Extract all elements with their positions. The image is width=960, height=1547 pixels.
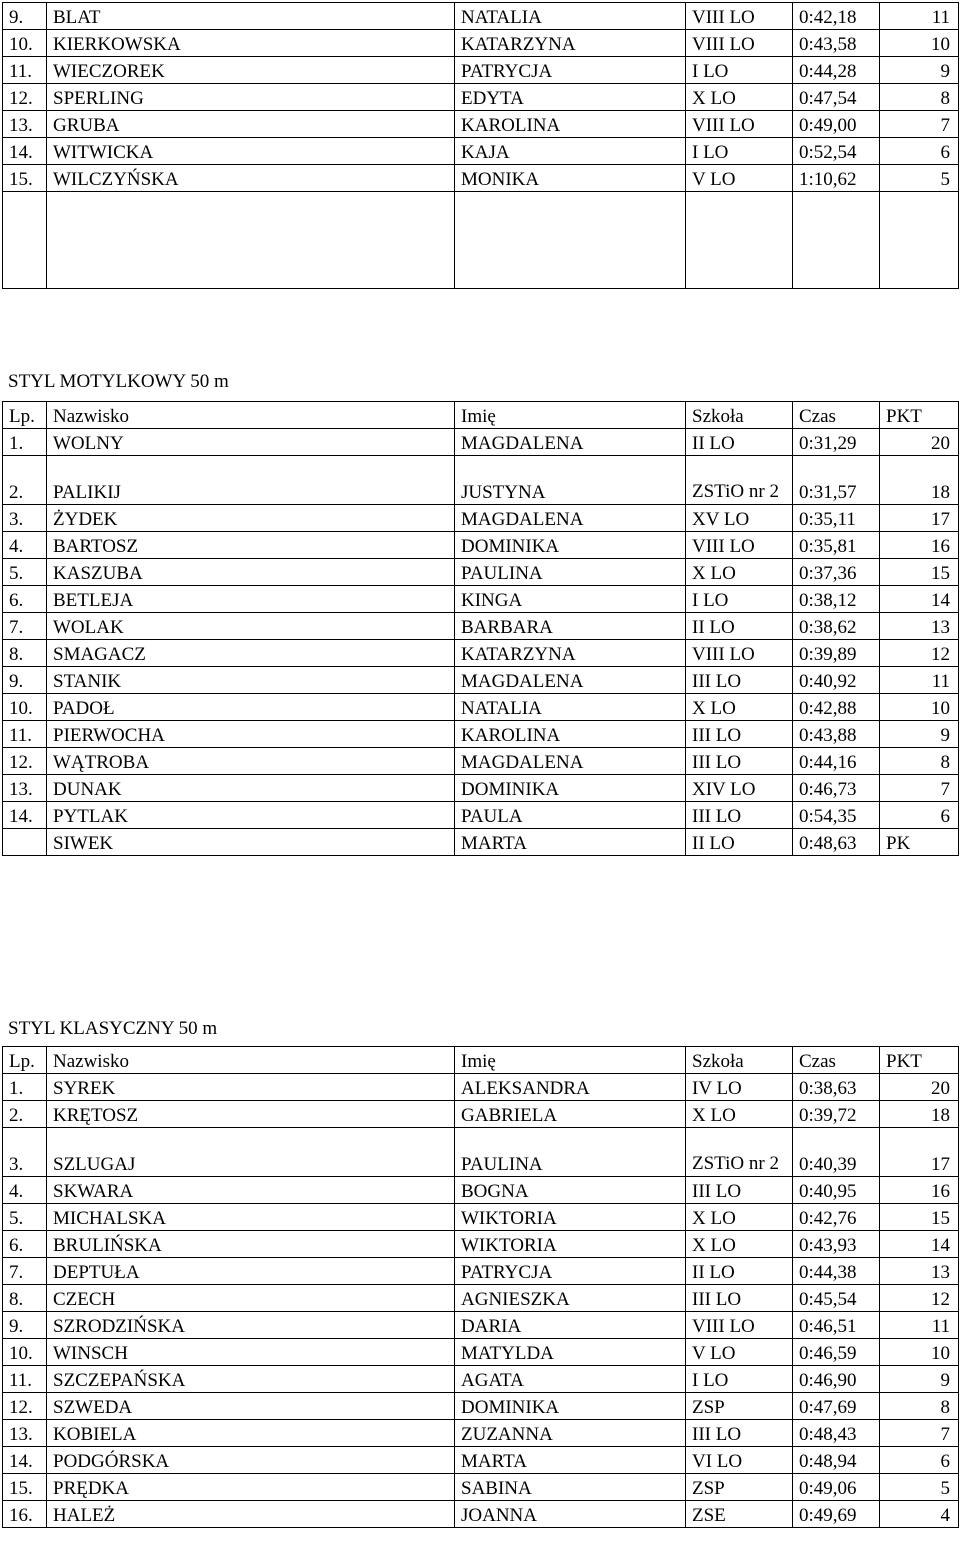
- cell-time: 0:48,43: [793, 1420, 880, 1447]
- cell-points: 14: [880, 1231, 959, 1258]
- cell-time: 0:39,72: [793, 1101, 880, 1128]
- header-points: PKT: [880, 402, 959, 429]
- cell-time: 0:37,36: [793, 559, 880, 586]
- cell-points: 15: [880, 1204, 959, 1231]
- empty-cell: [880, 192, 959, 289]
- cell-time: 0:38,63: [793, 1074, 880, 1101]
- cell-time: 0:35,81: [793, 532, 880, 559]
- cell-points: 14: [880, 586, 959, 613]
- cell-first-name: BOGNA: [455, 1177, 686, 1204]
- cell-surname: SMAGACZ: [47, 640, 455, 667]
- cell-surname: DUNAK: [47, 775, 455, 802]
- butterfly-rows: [3, 402, 959, 856]
- cell-points: 7: [880, 1420, 959, 1447]
- cell-school: X LO: [686, 559, 793, 586]
- cell-time: 0:40,92: [793, 667, 880, 694]
- table-row: [3, 721, 959, 748]
- cell-first-name: EDYTA: [455, 84, 686, 111]
- table-row: [3, 165, 959, 192]
- empty-row: [3, 192, 959, 289]
- cell-time: 1:10,62: [793, 165, 880, 192]
- cell-school: XV LO: [686, 505, 793, 532]
- table-row: [3, 1128, 959, 1177]
- cell-points: 11: [880, 3, 959, 30]
- cell-surname: PRĘDKA: [47, 1474, 455, 1501]
- cell-first-name: MONIKA: [455, 165, 686, 192]
- cell-first-name: KAROLINA: [455, 111, 686, 138]
- cell-time: 0:40,39: [793, 1128, 880, 1177]
- table-row: [3, 111, 959, 138]
- cell-points: 13: [880, 1258, 959, 1285]
- cell-surname: PYTLAK: [47, 802, 455, 829]
- cell-school: I LO: [686, 586, 793, 613]
- cell-first-name: GABRIELA: [455, 1101, 686, 1128]
- cell-surname: BRULIŃSKA: [47, 1231, 455, 1258]
- table-row: [3, 829, 959, 856]
- cell-lp: 1.: [3, 429, 47, 456]
- cell-time: 0:31,29: [793, 429, 880, 456]
- cell-points: 15: [880, 559, 959, 586]
- cell-points: 5: [880, 1474, 959, 1501]
- cell-time: 0:44,28: [793, 57, 880, 84]
- cell-time: 0:42,88: [793, 694, 880, 721]
- cell-surname: SZLUGAJ: [47, 1128, 455, 1177]
- cell-surname: KOBIELA: [47, 1420, 455, 1447]
- cell-first-name: MATYLDA: [455, 1339, 686, 1366]
- cell-school: X LO: [686, 1204, 793, 1231]
- cell-lp: 10.: [3, 1339, 47, 1366]
- cell-first-name: JOANNA: [455, 1501, 686, 1528]
- table-row: [3, 1231, 959, 1258]
- empty-cell: [3, 192, 47, 289]
- header-first-name: Imię: [455, 1047, 686, 1074]
- cell-school: I LO: [686, 1366, 793, 1393]
- table-row: [3, 1474, 959, 1501]
- cell-school: ZSP: [686, 1474, 793, 1501]
- cell-surname: ŻYDEK: [47, 505, 455, 532]
- cell-school: VIII LO: [686, 3, 793, 30]
- header-lp: Lp.: [3, 1047, 47, 1074]
- cell-time: 0:54,35: [793, 802, 880, 829]
- cell-time: 0:42,76: [793, 1204, 880, 1231]
- header-school: Szkoła: [686, 1047, 793, 1074]
- cell-first-name: KAJA: [455, 138, 686, 165]
- cell-points: 18: [880, 1101, 959, 1128]
- cell-school: II LO: [686, 829, 793, 856]
- cell-time: 0:35,11: [793, 505, 880, 532]
- cell-time: 0:45,54: [793, 1285, 880, 1312]
- cell-first-name: BARBARA: [455, 613, 686, 640]
- cell-surname: PIERWOCHA: [47, 721, 455, 748]
- cell-school: VIII LO: [686, 532, 793, 559]
- cell-lp: 8.: [3, 640, 47, 667]
- table-row: [3, 1366, 959, 1393]
- cell-surname: KRĘTOSZ: [47, 1101, 455, 1128]
- cell-time: 0:44,16: [793, 748, 880, 775]
- cell-lp: 9.: [3, 3, 47, 30]
- cell-first-name: KINGA: [455, 586, 686, 613]
- cell-first-name: DOMINIKA: [455, 775, 686, 802]
- cell-first-name: DARIA: [455, 1312, 686, 1339]
- cell-points: 8: [880, 84, 959, 111]
- table-row: [3, 586, 959, 613]
- cell-first-name: KAROLINA: [455, 721, 686, 748]
- cell-time: 0:43,88: [793, 721, 880, 748]
- cell-surname: WINSCH: [47, 1339, 455, 1366]
- cell-first-name: ALEKSANDRA: [455, 1074, 686, 1101]
- table-row: [3, 802, 959, 829]
- cell-school: II LO: [686, 613, 793, 640]
- cell-school: VIII LO: [686, 640, 793, 667]
- cell-surname: KIERKOWSKA: [47, 30, 455, 57]
- cell-time: 0:43,58: [793, 30, 880, 57]
- cell-first-name: NATALIA: [455, 694, 686, 721]
- cell-surname: SYREK: [47, 1074, 455, 1101]
- cell-school: VIII LO: [686, 111, 793, 138]
- cell-school: III LO: [686, 1285, 793, 1312]
- table-row: [3, 748, 959, 775]
- cell-first-name: DOMINIKA: [455, 532, 686, 559]
- cell-first-name: ZUZANNA: [455, 1420, 686, 1447]
- section-title-butterfly: STYL MOTYLKOWY 50 m: [8, 371, 229, 392]
- cell-time: 0:43,93: [793, 1231, 880, 1258]
- cell-school: X LO: [686, 694, 793, 721]
- cell-surname: CZECH: [47, 1285, 455, 1312]
- cell-points: 6: [880, 138, 959, 165]
- table-row: [3, 640, 959, 667]
- cell-surname: WIECZOREK: [47, 57, 455, 84]
- cell-points: 4: [880, 1501, 959, 1528]
- cell-time: 0:42,18: [793, 3, 880, 30]
- cell-points: 18: [880, 456, 959, 505]
- cell-lp: 3.: [3, 505, 47, 532]
- cell-surname: HALEŻ: [47, 1501, 455, 1528]
- header-points: PKT: [880, 1047, 959, 1074]
- empty-cell: [793, 192, 880, 289]
- cell-time: 0:48,94: [793, 1447, 880, 1474]
- table-row: [3, 775, 959, 802]
- cell-first-name: PAULA: [455, 802, 686, 829]
- cell-first-name: NATALIA: [455, 3, 686, 30]
- cell-first-name: DOMINIKA: [455, 1393, 686, 1420]
- cell-time: 0:49,69: [793, 1501, 880, 1528]
- empty-cell: [455, 192, 686, 289]
- cell-school: ZSP: [686, 1393, 793, 1420]
- butterfly-results-table: [2, 401, 959, 856]
- cell-first-name: MARTA: [455, 829, 686, 856]
- cell-school: VIII LO: [686, 30, 793, 57]
- table-header-row: [3, 402, 959, 429]
- header-surname: Nazwisko: [47, 402, 455, 429]
- cell-time: 0:38,12: [793, 586, 880, 613]
- cell-surname: GRUBA: [47, 111, 455, 138]
- cell-points: 20: [880, 1074, 959, 1101]
- cell-points: 16: [880, 532, 959, 559]
- cell-time: 0:38,62: [793, 613, 880, 640]
- cell-school: I LO: [686, 138, 793, 165]
- table-row: [3, 1074, 959, 1101]
- cell-school: VI LO: [686, 1447, 793, 1474]
- cell-school: XIV LO: [686, 775, 793, 802]
- cell-lp: 13.: [3, 1420, 47, 1447]
- cell-lp: 6.: [3, 1231, 47, 1258]
- cell-first-name: MAGDALENA: [455, 667, 686, 694]
- cell-first-name: JUSTYNA: [455, 456, 686, 505]
- table-row: [3, 1420, 959, 1447]
- header-time: Czas: [793, 1047, 880, 1074]
- table-row: [3, 1393, 959, 1420]
- cell-surname: SKWARA: [47, 1177, 455, 1204]
- cell-lp: 12.: [3, 84, 47, 111]
- cell-school: X LO: [686, 84, 793, 111]
- table-row: [3, 3, 959, 30]
- cell-surname: KASZUBA: [47, 559, 455, 586]
- cell-lp: 15.: [3, 165, 47, 192]
- cell-surname: WITWICKA: [47, 138, 455, 165]
- cell-time: 0:47,54: [793, 84, 880, 111]
- cell-school: II LO: [686, 429, 793, 456]
- cell-surname: PALIKIJ: [47, 456, 455, 505]
- cell-first-name: WIKTORIA: [455, 1231, 686, 1258]
- cell-school: III LO: [686, 1420, 793, 1447]
- table-row: [3, 1177, 959, 1204]
- cell-first-name: PAULINA: [455, 559, 686, 586]
- cell-lp: [3, 829, 47, 856]
- cell-points: 13: [880, 613, 959, 640]
- cell-points: 9: [880, 721, 959, 748]
- cell-points: 11: [880, 667, 959, 694]
- header-surname: Nazwisko: [47, 1047, 455, 1074]
- cell-surname: DEPTUŁA: [47, 1258, 455, 1285]
- cell-lp: 2.: [3, 1101, 47, 1128]
- table-row: [3, 694, 959, 721]
- cell-lp: 8.: [3, 1285, 47, 1312]
- cell-lp: 14.: [3, 1447, 47, 1474]
- cell-lp: 5.: [3, 1204, 47, 1231]
- cell-lp: 11.: [3, 57, 47, 84]
- cell-first-name: KATARZYNA: [455, 640, 686, 667]
- cell-points: 11: [880, 1312, 959, 1339]
- cell-school: III LO: [686, 802, 793, 829]
- cell-school: X LO: [686, 1101, 793, 1128]
- cell-points: 17: [880, 505, 959, 532]
- table-row: [3, 1501, 959, 1528]
- cell-lp: 9.: [3, 1312, 47, 1339]
- cell-school: III LO: [686, 667, 793, 694]
- cell-lp: 10.: [3, 30, 47, 57]
- cell-lp: 4.: [3, 532, 47, 559]
- cell-points: 9: [880, 57, 959, 84]
- cell-lp: 3.: [3, 1128, 47, 1177]
- cell-time: 0:31,57: [793, 456, 880, 505]
- table-row: [3, 505, 959, 532]
- table-row: [3, 1258, 959, 1285]
- cell-lp: 10.: [3, 694, 47, 721]
- cell-school: III LO: [686, 721, 793, 748]
- cell-surname: BLAT: [47, 3, 455, 30]
- cell-school: ZSTiO nr 2: [686, 456, 793, 505]
- cell-time: 0:46,73: [793, 775, 880, 802]
- cell-points: 5: [880, 165, 959, 192]
- table-row: [3, 1285, 959, 1312]
- cell-first-name: KATARZYNA: [455, 30, 686, 57]
- cell-points: 6: [880, 1447, 959, 1474]
- table-row: [3, 1312, 959, 1339]
- table-row: [3, 1339, 959, 1366]
- cell-surname: STANIK: [47, 667, 455, 694]
- cell-surname: SZCZEPAŃSKA: [47, 1366, 455, 1393]
- cell-school: ZSE: [686, 1501, 793, 1528]
- cell-school: III LO: [686, 1177, 793, 1204]
- cell-school: II LO: [686, 1258, 793, 1285]
- cell-surname: PADOŁ: [47, 694, 455, 721]
- table-row: [3, 532, 959, 559]
- cell-school: VIII LO: [686, 1312, 793, 1339]
- cell-time: 0:40,95: [793, 1177, 880, 1204]
- cell-lp: 15.: [3, 1474, 47, 1501]
- top-rows: [3, 3, 959, 289]
- cell-surname: BETLEJA: [47, 586, 455, 613]
- cell-lp: 11.: [3, 721, 47, 748]
- cell-lp: 6.: [3, 586, 47, 613]
- table-row: [3, 667, 959, 694]
- cell-points: 16: [880, 1177, 959, 1204]
- cell-lp: 7.: [3, 1258, 47, 1285]
- cell-points: PK: [880, 829, 959, 856]
- cell-surname: WOLNY: [47, 429, 455, 456]
- cell-school: X LO: [686, 1231, 793, 1258]
- cell-points: 12: [880, 1285, 959, 1312]
- cell-first-name: MAGDALENA: [455, 429, 686, 456]
- cell-first-name: SABINA: [455, 1474, 686, 1501]
- cell-time: 0:49,00: [793, 111, 880, 138]
- cell-time: 0:47,69: [793, 1393, 880, 1420]
- section-title-breaststroke: STYL KLASYCZNY 50 m: [8, 1018, 218, 1039]
- cell-time: 0:52,54: [793, 138, 880, 165]
- table-row: [3, 456, 959, 505]
- cell-surname: BARTOSZ: [47, 532, 455, 559]
- cell-surname: SPERLING: [47, 84, 455, 111]
- table-row: [3, 1101, 959, 1128]
- cell-lp: 4.: [3, 1177, 47, 1204]
- cell-first-name: MAGDALENA: [455, 748, 686, 775]
- cell-points: 17: [880, 1128, 959, 1177]
- empty-cell: [686, 192, 793, 289]
- cell-lp: 7.: [3, 613, 47, 640]
- cell-lp: 14.: [3, 138, 47, 165]
- header-school: Szkoła: [686, 402, 793, 429]
- breaststroke-results-table: [2, 1046, 959, 1528]
- cell-points: 7: [880, 775, 959, 802]
- table-row: [3, 1447, 959, 1474]
- cell-first-name: MARTA: [455, 1447, 686, 1474]
- cell-lp: 13.: [3, 111, 47, 138]
- cell-time: 0:48,63: [793, 829, 880, 856]
- header-lp: Lp.: [3, 402, 47, 429]
- cell-first-name: PATRYCJA: [455, 1258, 686, 1285]
- cell-time: 0:44,38: [793, 1258, 880, 1285]
- cell-time: 0:46,59: [793, 1339, 880, 1366]
- cell-school: ZSTiO nr 2: [686, 1128, 793, 1177]
- cell-points: 20: [880, 429, 959, 456]
- cell-points: 7: [880, 111, 959, 138]
- table-row: [3, 138, 959, 165]
- table-row: [3, 613, 959, 640]
- cell-lp: 5.: [3, 559, 47, 586]
- cell-lp: 9.: [3, 667, 47, 694]
- cell-first-name: AGNIESZKA: [455, 1285, 686, 1312]
- table-header-row: [3, 1047, 959, 1074]
- cell-surname: PODGÓRSKA: [47, 1447, 455, 1474]
- cell-surname: WOLAK: [47, 613, 455, 640]
- cell-first-name: PATRYCJA: [455, 57, 686, 84]
- cell-surname: SZWEDA: [47, 1393, 455, 1420]
- table-row: [3, 57, 959, 84]
- cell-surname: SZRODZIŃSKA: [47, 1312, 455, 1339]
- cell-lp: 1.: [3, 1074, 47, 1101]
- cell-first-name: PAULINA: [455, 1128, 686, 1177]
- empty-cell: [47, 192, 455, 289]
- cell-points: 10: [880, 694, 959, 721]
- cell-lp: 12.: [3, 1393, 47, 1420]
- cell-surname: WILCZYŃSKA: [47, 165, 455, 192]
- header-first-name: Imię: [455, 402, 686, 429]
- cell-lp: 12.: [3, 748, 47, 775]
- cell-lp: 11.: [3, 1366, 47, 1393]
- results-table-continued: [2, 2, 959, 289]
- cell-surname: WĄTROBA: [47, 748, 455, 775]
- cell-points: 10: [880, 1339, 959, 1366]
- cell-lp: 16.: [3, 1501, 47, 1528]
- cell-surname: SIWEK: [47, 829, 455, 856]
- cell-points: 6: [880, 802, 959, 829]
- table-row: [3, 559, 959, 586]
- table-row: [3, 30, 959, 57]
- cell-first-name: AGATA: [455, 1366, 686, 1393]
- cell-points: 9: [880, 1366, 959, 1393]
- cell-time: 0:39,89: [793, 640, 880, 667]
- cell-first-name: WIKTORIA: [455, 1204, 686, 1231]
- cell-time: 0:49,06: [793, 1474, 880, 1501]
- cell-lp: 2.: [3, 456, 47, 505]
- cell-points: 12: [880, 640, 959, 667]
- cell-school: III LO: [686, 748, 793, 775]
- cell-time: 0:46,51: [793, 1312, 880, 1339]
- cell-school: V LO: [686, 1339, 793, 1366]
- cell-time: 0:46,90: [793, 1366, 880, 1393]
- cell-first-name: MAGDALENA: [455, 505, 686, 532]
- cell-points: 8: [880, 748, 959, 775]
- cell-points: 10: [880, 30, 959, 57]
- cell-school: V LO: [686, 165, 793, 192]
- cell-lp: 13.: [3, 775, 47, 802]
- cell-school: I LO: [686, 57, 793, 84]
- breaststroke-rows: [3, 1047, 959, 1528]
- cell-points: 8: [880, 1393, 959, 1420]
- cell-school: IV LO: [686, 1074, 793, 1101]
- table-row: [3, 1204, 959, 1231]
- table-row: [3, 84, 959, 111]
- table-row: [3, 429, 959, 456]
- header-time: Czas: [793, 402, 880, 429]
- cell-surname: MICHALSKA: [47, 1204, 455, 1231]
- cell-lp: 14.: [3, 802, 47, 829]
